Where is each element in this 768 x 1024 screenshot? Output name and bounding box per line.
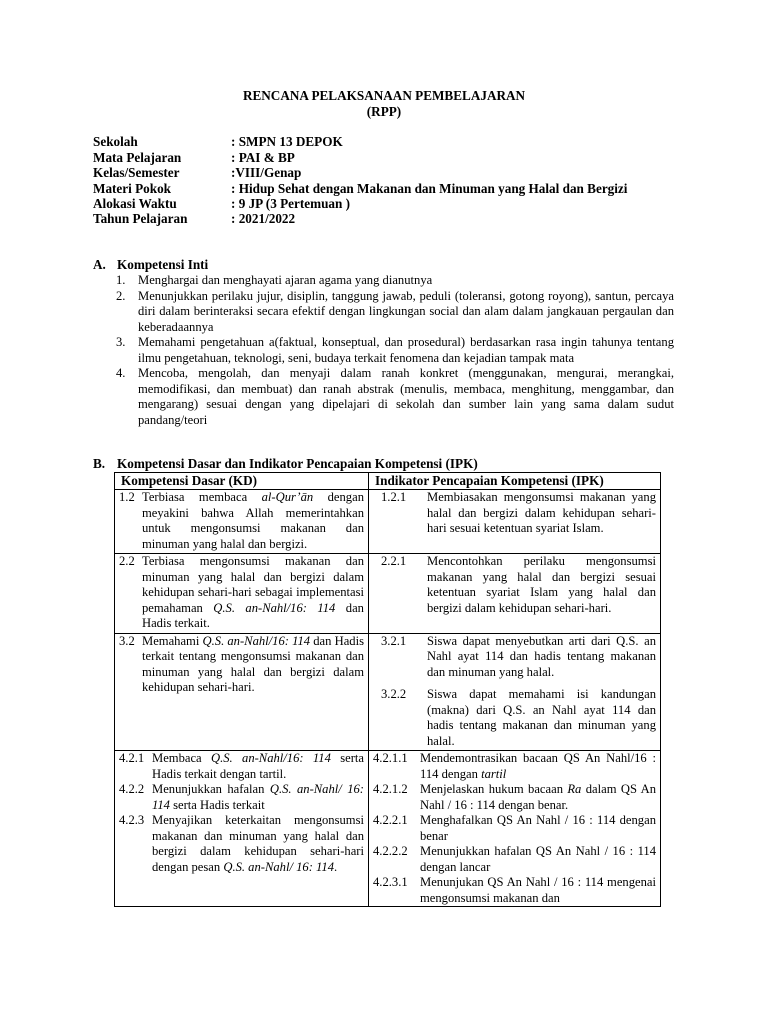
table-row (115, 751, 661, 907)
ipk-text: Menunjukan QS An Nahl / 16 : 114 mengenai mengonsumsi makanan dan (420, 875, 656, 905)
list-item (116, 289, 674, 336)
list-number: 4. (116, 366, 126, 380)
kd-item (119, 751, 364, 782)
ipk-text: Menghafalkan QS An Nahl / 16 : 114 dengan benar (420, 813, 656, 843)
table-row (115, 633, 661, 751)
kd-cell (115, 633, 369, 751)
ipk-cell (369, 633, 661, 751)
kd-text: Menunjukkan hafalan Q.S. an-Nahl/ 16: 114 serta Hadis terkait (152, 782, 364, 812)
list-text: Memahami pengetahuan a(faktual, konseptual, dan prosedural) berdasarkan rasa ingin tahunya tentang ilmu pengetahuan, teknologi, seni, budaya terkait fenomena dan kejadian tampak mata (138, 335, 674, 365)
ipk-cell (369, 751, 661, 907)
section-title: Kompetensi Dasar dan Indikator Pencapaian Kompetensi (IPK) (117, 456, 478, 471)
kd-text: Terbiasa mengonsumsi makanan dan minuman yang halal dan bergizi dalam kehidupan sehari-hari sebagai implementasi pemahaman Q.S. an-Nahl/16: 114 dan Hadis terkait. (142, 554, 364, 630)
identity-value: : PAI & BP (231, 150, 295, 165)
ipk-text: Mendemontrasikan bacaan QS An Nahl/16 : 114 dengan tartil (420, 751, 656, 781)
identity-value: : SMPN 13 DEPOK (231, 134, 343, 149)
list-number: 3. (116, 335, 126, 349)
kd-number: 1.2 (119, 490, 135, 504)
ipk-number: 1.2.1 (381, 490, 407, 504)
ipk-cell (369, 490, 661, 554)
list-number: 2. (116, 288, 126, 303)
list-item (116, 335, 674, 366)
ipk-number: 4.2.2.2 (373, 844, 408, 858)
table-row (115, 554, 661, 634)
ipk-text: Menjelaskan hukum bacaan Ra dalam QS An Nahl / 16 : 114 dengan benar. (420, 782, 656, 812)
ipk-text: Mencontohkan perilaku mengonsumsi makanan yang halal dan bergizi sesuai ketentuan syariat Islam yang halal dan bergizi dalam kehidupan sehari-hari. (427, 554, 656, 615)
kd-text: Terbiasa membaca al-Qur’ān dengan meyakini bahwa Allah memerintahkan untuk mengonsumsi makanan dan minuman yang halal dan bergizi. (142, 490, 364, 551)
column-header-kd: Kompetensi Dasar (KD) (115, 473, 369, 490)
list-text: Menunjukkan perilaku jujur, disiplin, tanggung jawab, peduli (toleransi, gotong royong), santun, percaya diri dalam berinteraksi secara efektif dengan lingkungan social dan alam dalam jangkauan pergaulan dan keberadaannya (138, 288, 674, 334)
list-text: Mencoba, mengolah, dan menyaji dalam ranah konkret (menggunakan, mengurai, merangkai, memodifikasi, dan membuat) dan ranah abstrak (menulis, membaca, menghitung, menggambar, dan mengarang) sesuai dengan yang dipelajari di sekolah dan sumber lain yang sama dalam sudut pandang/teori (138, 366, 674, 427)
ipk-item (373, 751, 656, 782)
identity-label: Tahun Pelajaran (93, 211, 188, 226)
identity-label: Mata Pelajaran (93, 150, 182, 165)
identity-value: : 2021/2022 (231, 211, 296, 226)
list-number: 1. (116, 273, 126, 287)
ipk-number: 3.2.2 (381, 687, 407, 701)
kd-cell (115, 490, 369, 554)
kd-text: Memahami Q.S. an-Nahl/16: 114 dan Hadis terkait tentang mengonsumsi makanan dan minuman yang halal dan bergizi dalam kehidupan sehari-hari. (142, 633, 364, 694)
ipk-number: 4.2.3.1 (373, 875, 408, 889)
ipk-text: Menunjukkan hafalan QS An Nahl / 16 : 114 dengan lancar (420, 844, 656, 874)
ipk-item (373, 634, 656, 681)
section-title: Kompetensi Inti (117, 257, 209, 272)
ipk-number: 4.2.1.1 (373, 751, 408, 765)
ipk-number: 3.2.1 (381, 633, 407, 648)
kd-item (119, 490, 364, 552)
identity-label: Sekolah (93, 134, 138, 149)
kd-item (119, 554, 364, 632)
column-header-ipk: Indikator Pencapaian Kompetensi (IPK) (369, 473, 661, 490)
table-header-row (115, 473, 661, 490)
ipk-cell (369, 554, 661, 634)
ipk-item (373, 782, 656, 813)
kd-text: Membaca Q.S. an-Nahl/16: 114 serta Hadis terkait dengan tartil. (152, 751, 364, 781)
ipk-text: Siswa dapat memahami isi kandungan (makna) dari Q.S. an Nahl ayat 114 dan hadis tentang makanan dan minuman yang halal. (427, 687, 656, 748)
kd-number: 4.2.1 (119, 751, 145, 765)
kd-number: 4.2.3 (119, 813, 145, 827)
identity-value: : Hidup Sehat dengan Makanan dan Minuman yang Halal dan Bergizi (231, 181, 628, 196)
identity-value: : 9 JP (3 Pertemuan ) (231, 196, 351, 211)
list-text: Menghargai dan menghayati ajaran agama yang dianutnya (138, 273, 433, 287)
ipk-number: 2.2.1 (381, 554, 407, 568)
identity-label: Materi Pokok (93, 181, 172, 196)
document-title: RENCANA PELAKSANAAN PEMBELAJARAN (242, 88, 526, 103)
kd-ipk-table (114, 472, 661, 907)
kd-cell (115, 554, 369, 634)
ipk-item (373, 554, 656, 616)
ipk-number: 4.2.1.2 (373, 782, 408, 796)
table-row (115, 490, 661, 554)
kd-item (119, 782, 364, 813)
kd-number: 3.2 (119, 633, 135, 648)
kd-number: 4.2.2 (119, 782, 145, 796)
section-a-heading (93, 257, 208, 273)
identity-label: Alokasi Waktu (93, 196, 177, 211)
section-b-heading (93, 456, 478, 472)
section-letter: A. (93, 257, 106, 272)
kd-number: 2.2 (119, 554, 135, 568)
ipk-item (373, 813, 656, 844)
document-subtitle: (RPP) (366, 104, 402, 119)
list-item (116, 273, 674, 289)
kd-text: Menyajikan keterkaitan mengonsumsi makanan dan minuman yang halal dan bergizi dalam kehidupan sehari-hari dengan pesan Q.S. an-Nahl/ 16: 114. (152, 813, 364, 874)
section-letter: B. (93, 456, 106, 471)
identity-value: :VIII/Genap (231, 165, 302, 180)
ipk-item (373, 687, 656, 749)
ipk-item (373, 844, 656, 875)
list-item (116, 366, 674, 428)
ipk-text: Membiasakan mengonsumsi makanan yang halal dan bergizi dalam kehidupan sehari-hari sesuai ketentuan syariat Islam. (427, 490, 656, 535)
ipk-text: Siswa dapat menyebutkan arti dari Q.S. an Nahl ayat 114 dan hadis tentang makanan dan minuman yang halal. (427, 633, 656, 679)
ipk-item (373, 490, 656, 537)
ipk-number: 4.2.2.1 (373, 813, 408, 827)
ipk-item (373, 875, 656, 905)
kompetensi-inti-list (116, 273, 674, 428)
kd-cell (115, 751, 369, 907)
kd-item (119, 813, 364, 875)
kd-item (119, 634, 364, 696)
identity-label: Kelas/Semester (93, 165, 180, 180)
